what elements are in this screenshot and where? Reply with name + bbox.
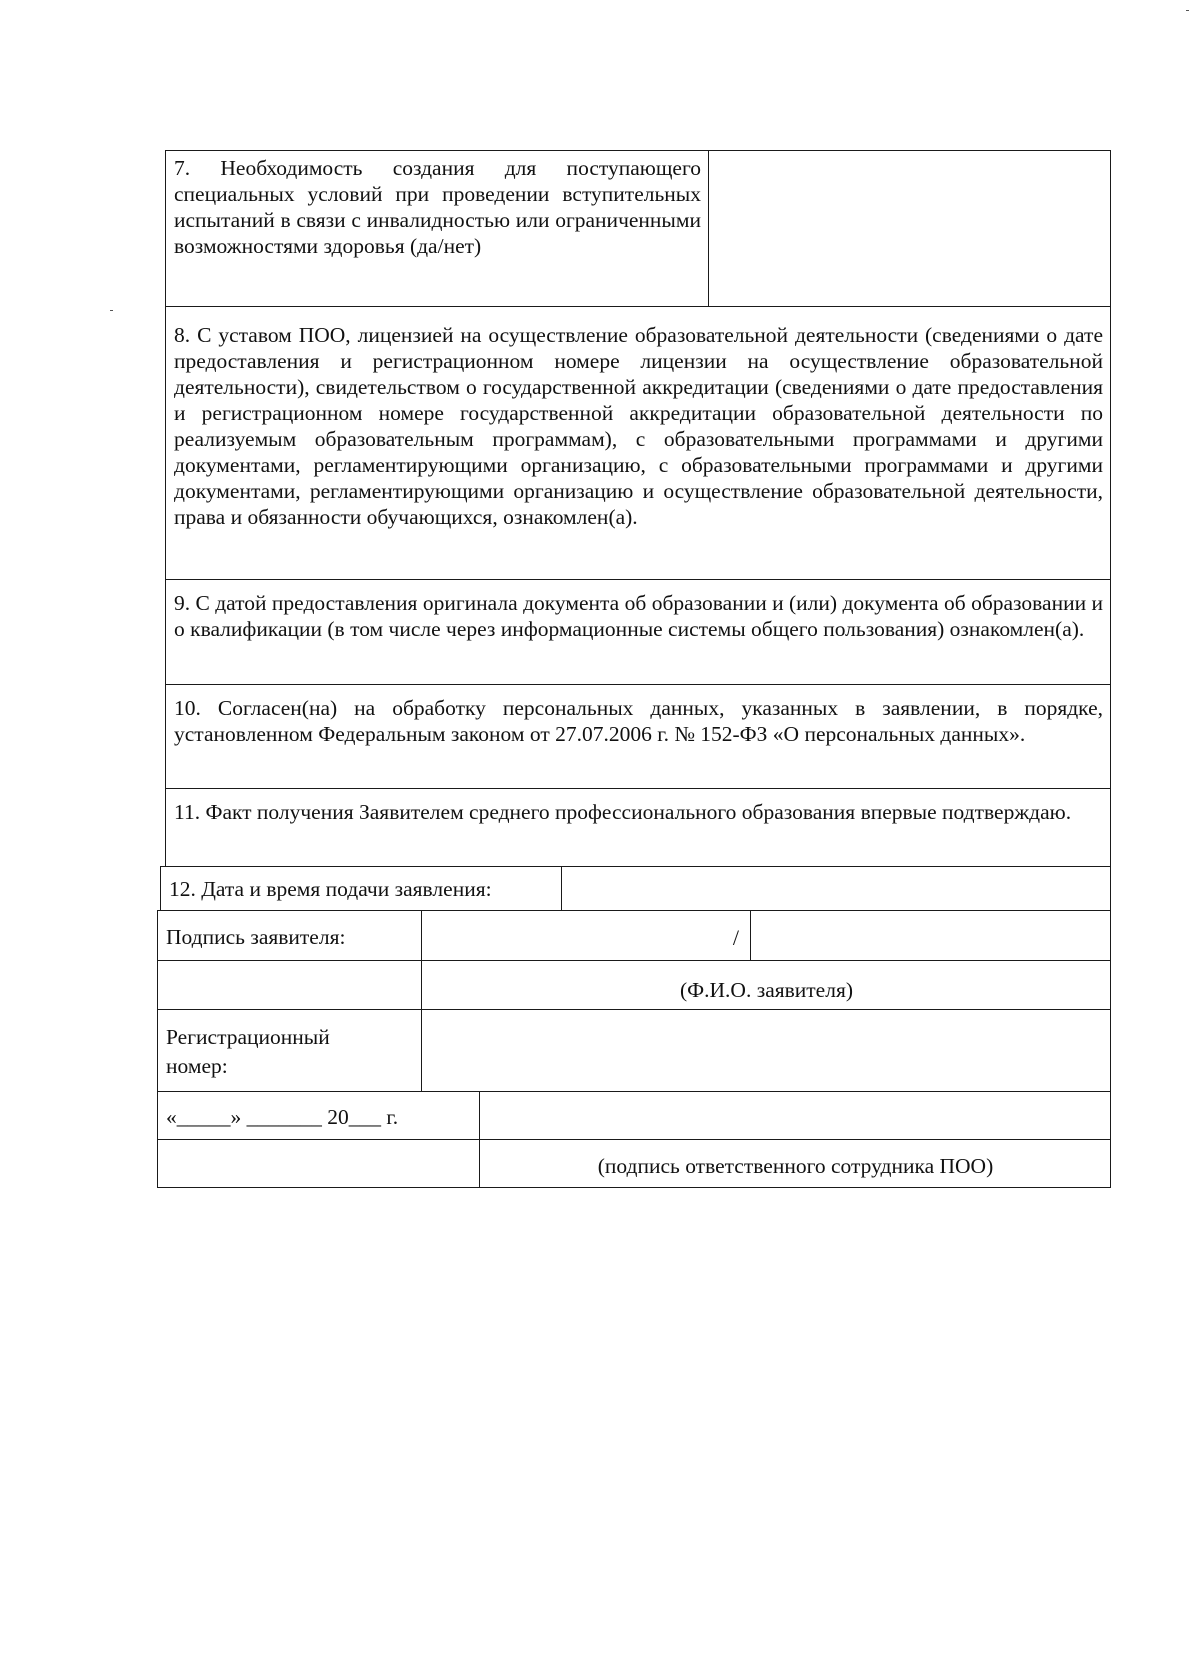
item-7-answer-field[interactable]: [708, 150, 1111, 308]
applicant-name-field[interactable]: [750, 910, 1111, 962]
registration-number-label: Регистрационный номер:: [157, 1009, 423, 1093]
item-11-statement: [165, 788, 1111, 868]
item-12-label: 12. Дата и время подачи заявления:: [160, 866, 563, 912]
signature-separator: /: [732, 925, 739, 950]
item-11-text: 11. Факт получения Заявителем среднего профессионального образования впервые подтверждаю.: [174, 800, 1072, 824]
blank-cell: [157, 1139, 481, 1188]
item-8-text: 8. С уставом ПОО, лицензией на осуществление образовательной деятельности (сведениями о дате предоставления и регистрационном номере лицензии на осуществление образовательной деятельности), свидетельством о государственной аккредитации (сведениями о дате предоставления и регистрационном номере государственной аккредитации образовательной деятельности по реализуемым образовательным программам), с образовательными программами и другими документами, регламентирующими организацию, с образовательными программами и другими документами, регламентирующими организацию и осуществление образовательной деятельности, права и обязанности обучающихся, ознакомлен(а).: [174, 323, 1103, 529]
scan-speck: [110, 310, 113, 311]
registration-number-field[interactable]: [421, 1009, 1111, 1093]
item-7-question: [165, 150, 710, 308]
item-9-text: 9. С датой предоставления оригинала документа об образовании и (или) документа об образовании и о квалификации (в том числе через информационные системы общего пользования) ознакомлен(а).: [174, 591, 1103, 641]
staff-signature-caption: (подпись ответственного сотрудника ПОО): [479, 1139, 1111, 1188]
applicant-signature-field[interactable]: [421, 910, 752, 962]
blank-cell: [157, 960, 423, 1011]
item-10-statement: [165, 684, 1111, 790]
item-7-text: 7. Необходимость создания для поступающего специальных условий при проведении вступительных испытаний в связи с инвалидностью или ограниченными возможностями здоровья (да/нет): [174, 156, 701, 258]
submission-datetime-field[interactable]: [561, 866, 1111, 912]
date-line[interactable]: «_____» _______ 20___ г.: [157, 1091, 481, 1141]
scan-speck: [1186, 10, 1189, 11]
applicant-signature-label: Подпись заявителя:: [157, 910, 423, 962]
applicant-fio-caption: (Ф.И.О. заявителя): [421, 960, 1111, 1011]
staff-signature-field[interactable]: [479, 1091, 1111, 1141]
item-8-statement: [165, 306, 1111, 581]
item-10-text: 10. Согласен(на) на обработку персональных данных, указанных в заявлении, в порядке, установленном Федеральным законом от 27.07.2006 г. № 152-ФЗ «О персональных данных».: [174, 696, 1103, 746]
item-9-statement: [165, 579, 1111, 686]
